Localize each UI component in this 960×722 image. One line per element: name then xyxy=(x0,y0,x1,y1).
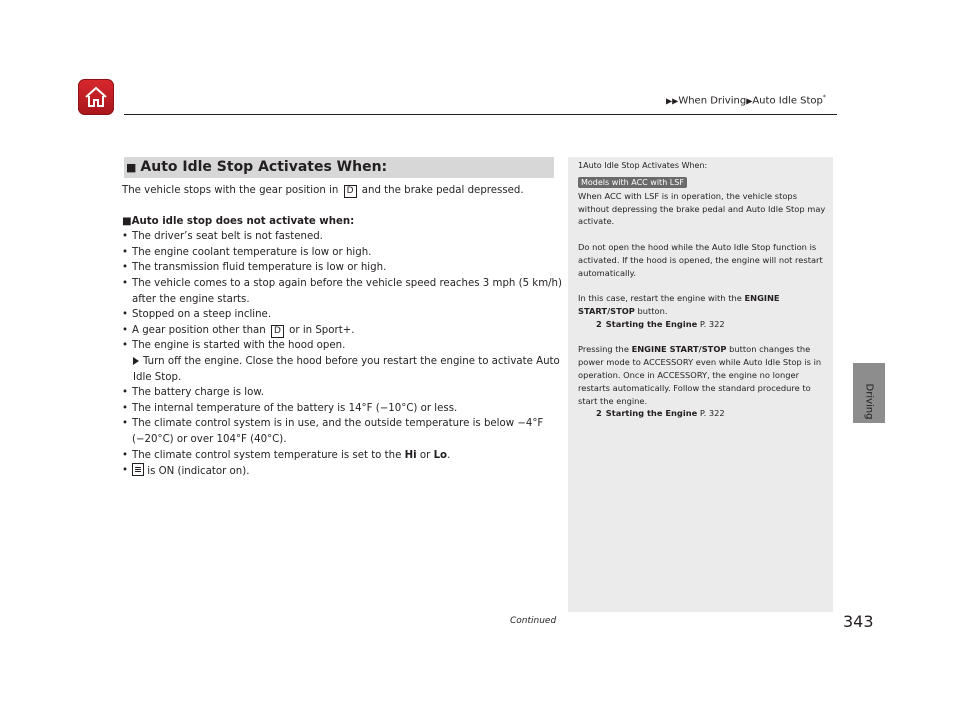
section-header xyxy=(124,157,554,178)
arrow-icon xyxy=(133,357,139,365)
model-badge: Models with ACC with LSF xyxy=(578,177,687,188)
note-paragraph: In this case, restart the engine with the ENGINE START/STOP button. xyxy=(578,293,780,316)
breadcrumb-arrow-icon: ▶ xyxy=(746,96,753,106)
xref-starting-engine[interactable]: 2 Starting the Engine P. 322 xyxy=(596,408,725,419)
note-marker-icon: 1 xyxy=(578,161,584,170)
subheading: ■Auto idle stop does not activate when: xyxy=(122,215,355,227)
breadcrumb-asterisk: * xyxy=(822,94,826,101)
breadcrumb xyxy=(666,94,826,106)
list-item: • The engine coolant temperature is low or high. xyxy=(122,245,562,261)
page-number: 343 xyxy=(843,612,874,631)
list-item-defrost: • is ON (indicator on). xyxy=(122,463,562,480)
notes-title: 1Auto Idle Stop Activates When: xyxy=(578,161,708,170)
list-item: • The driver’s seat belt is not fastened. xyxy=(122,229,562,245)
subheading-marker: ■ xyxy=(122,215,132,227)
home-icon xyxy=(84,85,108,109)
xref-arrow-icon: 2 xyxy=(596,408,602,419)
intro-paragraph: The vehicle stops with the gear position in D and the brake pedal depressed. xyxy=(122,185,524,196)
note-paragraph: Do not open the hood while the Auto Idle Stop function is activated. If the hood is opened, the engine will not restart automatically. xyxy=(578,241,823,278)
gear-d-symbol: D xyxy=(344,185,357,198)
list-item-climate: • The climate control system temperature is set to the Hi or Lo. xyxy=(122,448,562,464)
list-item: • The vehicle comes to a stop again before the vehicle speed reaches 3 mph (5 km/h) after the engine starts. xyxy=(122,276,562,307)
list-item: • The transmission fluid temperature is low or high. xyxy=(122,260,562,276)
list-item: • The internal temperature of the battery is 14°F (−10°C) or less. xyxy=(122,401,562,417)
list-item: • Stopped on a steep incline. xyxy=(122,307,562,323)
list-item-hood: • The engine is started with the hood open. xyxy=(122,338,562,354)
list-item: • The battery charge is low. xyxy=(122,385,562,401)
header-rule xyxy=(124,114,837,115)
continued-label: Continued xyxy=(510,616,557,626)
main-content xyxy=(122,183,562,480)
section-title: Auto Idle Stop Activates When: xyxy=(140,159,388,175)
breadcrumb-item-when-driving[interactable]: When Driving xyxy=(678,95,747,107)
gear-d-symbol: D xyxy=(271,325,284,338)
xref-starting-engine[interactable]: 2 Starting the Engine P. 322 xyxy=(596,318,725,329)
xref-arrow-icon: 2 xyxy=(596,318,602,329)
note-paragraph: Pressing the ENGINE START/STOP button changes the power mode to ACCESSORY even while Auto Idle Stop is in operation. Once in ACCESSORY, the engine no longer restarts automatically. Follow the standard procedure to start the engine. xyxy=(578,344,822,406)
list-item: • The climate control system is in use, and the outside temperature is below −4°F (−20°C) or over 104°F (40°C). xyxy=(122,416,562,447)
notes-panel xyxy=(568,157,833,612)
rear-defroster-icon xyxy=(132,463,144,476)
sidebar-tab-label: Driving xyxy=(863,383,875,420)
list-item-gear: • A gear position other than D or in Sport+. xyxy=(122,323,562,339)
home-button[interactable] xyxy=(78,79,114,115)
note-paragraph: When ACC with LSF is in operation, the vehicle stops without depressing the brake pedal and Auto Idle Stop may activate. xyxy=(578,190,826,227)
hood-instruction: Turn off the engine. Close the hood before you restart the engine to activate Auto Idle Stop. xyxy=(133,355,560,383)
breadcrumb-item-auto-idle-stop[interactable]: Auto Idle Stop xyxy=(752,95,823,107)
section-marker: ■ xyxy=(126,161,137,174)
breadcrumb-arrow-icon: ▶▶ xyxy=(666,96,679,106)
